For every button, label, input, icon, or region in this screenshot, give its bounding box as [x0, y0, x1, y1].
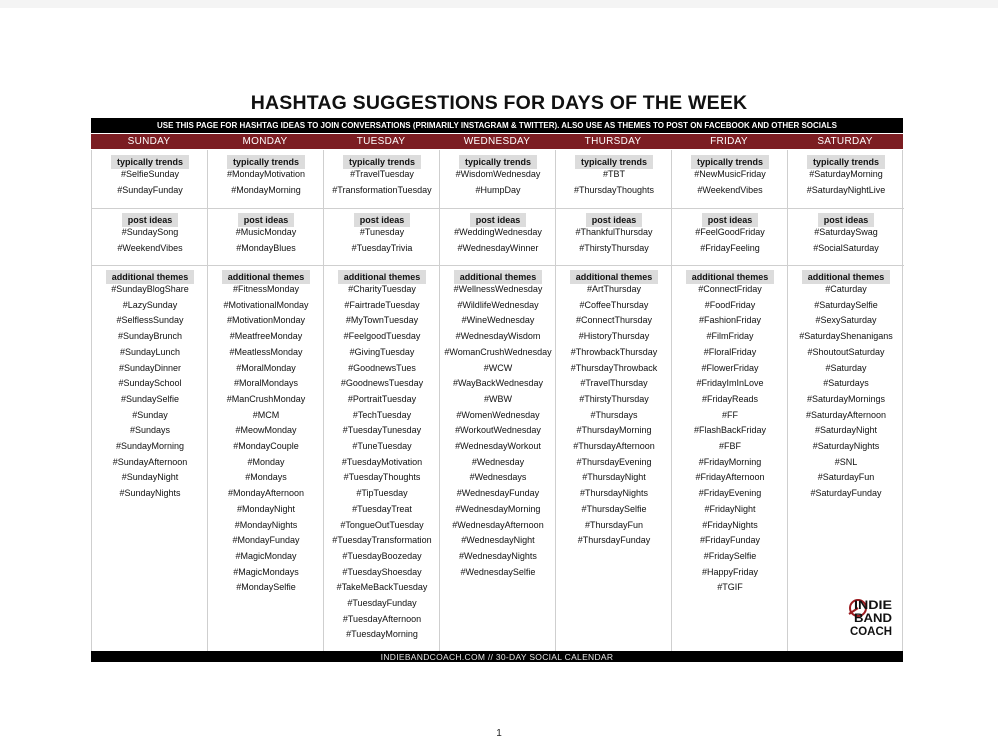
hashtag-item: #MondayNights — [234, 519, 298, 530]
column-divider — [439, 150, 440, 651]
column-tuesday — [324, 150, 440, 651]
hashtag-item: #MotivationMonday — [226, 315, 306, 326]
typically-trends-label: typically trends — [691, 155, 769, 169]
hashtag-item: #FridayImInLove — [696, 378, 764, 389]
hashtag-item: #WednesdayFunday — [456, 488, 540, 499]
hashtag-item: #HappyFriday — [701, 566, 759, 577]
hashtag-item: #FridayEvening — [698, 488, 762, 499]
hashtag-item: #WomanCrushWednesday — [444, 346, 552, 357]
hashtag-item: #WednesdayMorning — [455, 503, 541, 514]
page-title: HASHTAG SUGGESTIONS FOR DAYS OF THE WEEK — [250, 92, 748, 114]
hashtag-item: #TuesdayTreat — [352, 503, 412, 514]
hashtag-item: #Saturdays — [823, 378, 869, 389]
typically-trends-label: typically trends — [807, 155, 885, 169]
hashtag-item: #MoralMonday — [236, 362, 296, 373]
hashtag-item: #SaturdayNight — [814, 425, 878, 436]
hashtag-item: #MondayFunday — [232, 535, 300, 546]
additional-themes-label: additional themes — [570, 270, 659, 284]
post-ideas-label: post ideas — [354, 213, 411, 227]
hashtag-item: #FashionFriday — [698, 315, 762, 326]
hashtag-item: #FloralFriday — [703, 346, 757, 357]
hashtag-item: #SaturdayShenanigans — [799, 331, 893, 342]
hashtag-item: #FoodFriday — [704, 299, 756, 310]
hashtag-item: #FridayFunday — [699, 535, 761, 546]
typically-trends-section — [324, 152, 440, 198]
hashtag-item: #ShoutoutSaturday — [807, 346, 885, 357]
hashtag-item: #WednesdayWinner — [457, 242, 539, 253]
hashtag-item: #TuesdayBoozeday — [342, 550, 422, 561]
logo-word-band: BAND — [854, 613, 892, 625]
hashtag-item: #TuesdayAfternoon — [342, 613, 422, 624]
typically-trends-label: typically trends — [459, 155, 537, 169]
hashtag-item: #Sunday — [132, 409, 168, 420]
hashtag-item: #TuesdayMorning — [346, 629, 418, 640]
hashtag-item: #CharityTuesday — [348, 284, 416, 294]
logo-word-indie: INDIE — [854, 600, 893, 612]
top-edge — [0, 0, 998, 8]
hashtag-item: #WednesdayNight — [461, 535, 535, 546]
hashtag-item: #WayBackWednesday — [452, 378, 544, 389]
hashtag-item: #WellnessWednesday — [453, 284, 543, 294]
day-header-friday: FRIDAY — [710, 136, 748, 147]
hashtag-item: #TipTuesday — [356, 488, 408, 499]
additional-themes-label: additional themes — [222, 270, 311, 284]
hashtag-item: #ThursdayThoughts — [573, 184, 655, 195]
hashtag-item: #FeelGoodFriday — [695, 227, 765, 237]
hashtag-item: #WednesdaySelfie — [460, 566, 536, 577]
hashtag-item: #MagicMondays — [233, 566, 299, 577]
hashtag-item: #LazySunday — [122, 299, 178, 310]
additional-themes-section — [440, 267, 556, 580]
typically-trends-label: typically trends — [575, 155, 653, 169]
hashtag-item: #Wednesdays — [469, 472, 527, 483]
column-divider — [555, 150, 556, 651]
column-divider — [671, 150, 672, 651]
hashtag-item: #WCW — [483, 362, 513, 373]
post-ideas-section — [440, 210, 556, 256]
additional-themes-section — [672, 267, 788, 596]
additional-themes-label: additional themes — [338, 270, 427, 284]
additional-themes-section — [92, 267, 208, 502]
hashtag-item: #MusicMonday — [235, 227, 297, 237]
column-saturday — [788, 150, 904, 651]
logo-word-coach: COACH — [850, 626, 892, 637]
hashtag-item: #ThursdaySelfie — [581, 503, 647, 514]
hashtag-item: #Thursdays — [590, 409, 638, 420]
hashtag-item: #SaturdayNights — [812, 441, 880, 452]
hashtag-item: #Mondays — [245, 472, 287, 483]
hashtag-item: #TuesdayFunday — [347, 598, 417, 609]
day-header-bar — [91, 134, 903, 149]
hashtag-item: #TuesdayTransformation — [332, 535, 432, 546]
post-ideas-section — [324, 210, 440, 256]
hashtag-item: #ThirstyThursday — [579, 393, 649, 404]
footer-banner: INDIEBANDCOACH.COM // 30-DAY SOCIAL CALENDAR — [91, 651, 903, 662]
typically-trends-section — [672, 152, 788, 198]
hashtag-item: #ThursdayAfternoon — [573, 441, 655, 452]
additional-themes-section — [788, 267, 904, 502]
hashtag-item: #SelflessSunday — [116, 315, 184, 326]
hashtag-item: #TongueOutTuesday — [340, 519, 424, 530]
hashtag-item: #SundaySchool — [118, 378, 182, 389]
hashtag-item: #WednesdayAfternoon — [452, 519, 544, 530]
post-ideas-section — [92, 210, 208, 256]
additional-themes-label: additional themes — [106, 270, 195, 284]
hashtag-item: #Monday — [247, 456, 285, 467]
indie-band-coach-logo — [846, 597, 894, 637]
hashtag-item: #WednesdayNights — [459, 550, 537, 561]
hashtag-item: #TuneTuesday — [352, 441, 412, 452]
hashtag-item: #ThursdayEvening — [576, 456, 652, 467]
post-ideas-section — [556, 210, 672, 256]
hashtag-item: #HumpDay — [475, 184, 521, 195]
hashtag-item: #MondayBlues — [236, 242, 296, 253]
hashtag-item: #ConnectFriday — [698, 284, 762, 294]
column-sunday — [92, 150, 208, 651]
post-ideas-label: post ideas — [238, 213, 295, 227]
hashtag-item: #ThursdayNight — [582, 472, 646, 483]
hashtag-item: #TBT — [602, 169, 625, 179]
column-divider — [207, 150, 208, 651]
day-header-sunday: SUNDAY — [127, 136, 171, 147]
post-ideas-label: post ideas — [122, 213, 179, 227]
hashtag-item: #WildlifeWednesday — [457, 299, 539, 310]
hashtag-item: #FlashBackFriday — [693, 425, 767, 436]
post-ideas-section — [208, 210, 324, 256]
hashtag-item: #WorkoutWednesday — [455, 425, 541, 436]
hashtag-item: #ThrowbackThursday — [570, 346, 658, 357]
section-divider — [92, 208, 904, 209]
hashtag-item: #TuesdayTrivia — [351, 242, 413, 253]
hashtag-item: #SundayNight — [121, 472, 179, 483]
hashtag-item: #FilmFriday — [706, 331, 754, 342]
hashtag-item: #FF — [721, 409, 738, 420]
hashtag-item: #MCM — [252, 409, 280, 420]
hashtag-item: #MeowMonday — [235, 425, 297, 436]
hashtag-item: #GoodnewsTuesday — [340, 378, 424, 389]
hashtag-item: #SundayFunday — [117, 184, 183, 195]
hashtag-item: #TakeMeBackTuesday — [336, 582, 428, 593]
column-divider — [787, 150, 788, 651]
hashtag-item: #WomenWednesday — [456, 409, 540, 420]
hashtag-item: #ThursdayFun — [584, 519, 644, 530]
hashtag-item: #FridayFeeling — [700, 242, 760, 253]
column-divider — [323, 150, 324, 651]
hashtag-item: #MoralMondays — [233, 378, 299, 389]
page-number: 1 — [496, 728, 502, 739]
hashtag-item: #GoodnewsTues — [348, 362, 416, 373]
instruction-banner: USE THIS PAGE FOR HASHTAG IDEAS TO JOIN CONVERSATIONS (PRIMARILY INSTAGRAM & TWITTER). ALSO USE AS THEMES TO POST ON FACEBOOK AND OTHER SOCIALS — [91, 118, 903, 133]
hashtag-item: #SNL — [834, 456, 858, 467]
hashtag-item: #TravelTuesday — [350, 169, 414, 179]
hashtag-item: #NewMusicFriday — [694, 169, 766, 179]
hashtag-item: #HistoryThursday — [578, 331, 650, 342]
post-ideas-label: post ideas — [702, 213, 759, 227]
hashtag-item: #WednesdayWorkout — [455, 441, 541, 452]
hashtag-item: #Sundays — [129, 425, 171, 436]
typically-trends-section — [556, 152, 672, 198]
additional-themes-section — [556, 267, 672, 549]
hashtag-item: #SundaySong — [121, 227, 179, 237]
additional-themes-section — [208, 267, 324, 596]
hashtag-item: #SundayNights — [119, 488, 181, 499]
column-friday — [672, 150, 788, 651]
hashtag-item: #MagicMonday — [235, 550, 297, 561]
hashtag-item: #FridayReads — [701, 393, 759, 404]
hashtag-item: #SundayDinner — [118, 362, 182, 373]
additional-themes-label: additional themes — [454, 270, 543, 284]
typically-trends-section — [788, 152, 904, 198]
hashtag-item: #SaturdayFunday — [810, 488, 882, 499]
hashtag-item: #WineWednesday — [461, 315, 535, 326]
hashtag-item: #FlowerFriday — [701, 362, 759, 373]
hashtag-item: #TuesdayShoesday — [342, 566, 422, 577]
typically-trends-section — [440, 152, 556, 198]
hashtag-item: #SundayBlogShare — [111, 284, 189, 294]
hashtag-item: #TuesdayThoughts — [343, 472, 421, 483]
hashtag-item: #TuesdayTunesday — [342, 425, 422, 436]
post-ideas-section — [672, 210, 788, 256]
column-wednesday — [440, 150, 556, 651]
hashtag-item: #SundayBrunch — [117, 331, 183, 342]
hashtag-item: #SaturdayFun — [817, 472, 875, 483]
hashtag-item: #ConnectThursday — [575, 315, 653, 326]
hashtag-item: #Caturday — [825, 284, 867, 294]
hashtag-item: #ThursdayNights — [579, 488, 649, 499]
hashtag-item: #TransformationTuesday — [332, 184, 432, 195]
hashtag-item: #ArtThursday — [586, 284, 642, 294]
hashtag-item: #PortraitTuesday — [347, 393, 417, 404]
hashtag-item: #Tunesday — [359, 227, 405, 237]
hashtag-item: #WeddingWednesday — [454, 227, 542, 237]
day-header-tuesday: TUESDAY — [356, 136, 406, 147]
day-header-monday: MONDAY — [242, 136, 288, 147]
hashtag-grid — [91, 150, 903, 651]
hashtag-item: #Saturday — [825, 362, 867, 373]
hashtag-item: #SundayLunch — [119, 346, 181, 357]
hashtag-item: #FitnessMonday — [232, 284, 300, 294]
typically-trends-section — [92, 152, 208, 198]
hashtag-item: #SocialSaturday — [813, 242, 879, 253]
hashtag-item: #TGIF — [717, 582, 743, 593]
column-monday — [208, 150, 324, 651]
day-header-wednesday: WEDNESDAY — [463, 136, 531, 147]
hashtag-item: #FridayAfternoon — [695, 472, 765, 483]
typically-trends-label: typically trends — [343, 155, 421, 169]
hashtag-item: #FridaySelfie — [703, 550, 757, 561]
column-thursday — [556, 150, 672, 651]
hashtag-item: #SelfieSunday — [120, 169, 180, 179]
post-ideas-section — [788, 210, 904, 256]
post-ideas-label: post ideas — [818, 213, 875, 227]
additional-themes-label: additional themes — [686, 270, 775, 284]
day-header-thursday: THURSDAY — [584, 136, 642, 147]
hashtag-item: #WeekendVibes — [697, 184, 763, 195]
hashtag-item: #FridayMorning — [698, 456, 762, 467]
hashtag-item: #ThirstyThursday — [579, 242, 649, 253]
additional-themes-section — [324, 267, 440, 643]
hashtag-item: #SundayMorning — [115, 441, 185, 452]
hashtag-item: #GivingTuesday — [349, 346, 415, 357]
hashtag-item: #MotivationalMonday — [223, 299, 309, 310]
hashtag-item: #ThursdayMorning — [576, 425, 652, 436]
hashtag-item: #FridayNights — [702, 519, 758, 530]
hashtag-item: #MondaySelfie — [236, 582, 296, 593]
hashtag-item: #SundayAfternoon — [112, 456, 188, 467]
hashtag-item: #SaturdayAfternoon — [805, 409, 887, 420]
post-ideas-label: post ideas — [586, 213, 643, 227]
hashtag-item: #ThursdayFunday — [577, 535, 651, 546]
hashtag-item: #SaturdayMornings — [806, 393, 886, 404]
additional-themes-label: additional themes — [802, 270, 891, 284]
hashtag-item: #SaturdaySelfie — [814, 299, 878, 310]
hashtag-item: #MondayMorning — [231, 184, 301, 195]
hashtag-item: #ManCrushMonday — [226, 393, 306, 404]
hashtag-item: #MeatlessMonday — [229, 346, 303, 357]
hashtag-item: #SaturdaySwag — [814, 227, 878, 237]
hashtag-item: #TuesdayMotivation — [341, 456, 423, 467]
hashtag-item: #SundaySelfie — [120, 393, 180, 404]
hashtag-item: #MondayMotivation — [226, 169, 306, 179]
hashtag-item: #FeelgoodTuesday — [343, 331, 421, 342]
hashtag-item: #MondayAfternoon — [227, 488, 305, 499]
hashtag-item: #MondayNight — [236, 503, 296, 514]
hashtag-item: #WednesdayWisdom — [455, 331, 541, 342]
day-header-saturday: SATURDAY — [817, 136, 873, 147]
typically-trends-section — [208, 152, 324, 198]
typically-trends-label: typically trends — [227, 155, 305, 169]
post-ideas-label: post ideas — [470, 213, 527, 227]
hashtag-item: #SaturdayNightLive — [806, 184, 886, 195]
hashtag-item: #MyTownTuesday — [345, 315, 419, 326]
hashtag-item: #WBW — [484, 393, 512, 404]
hashtag-item: #TravelThursday — [580, 378, 648, 389]
hashtag-item: #MeatfreeMonday — [229, 331, 303, 342]
hashtag-item: #SaturdayMorning — [809, 169, 883, 179]
hashtag-item: #CoffeeThursday — [579, 299, 649, 310]
hashtag-item: #WisdomWednesday — [455, 169, 541, 179]
hashtag-item: #FairtradeTuesday — [344, 299, 420, 310]
hashtag-item: #FridayNight — [704, 503, 756, 514]
hashtag-item: #SexySaturday — [815, 315, 877, 326]
hashtag-item: #WeekendVibes — [117, 242, 183, 253]
hashtag-item: #ThursdayThrowback — [570, 362, 658, 373]
typically-trends-label: typically trends — [111, 155, 189, 169]
hashtag-item: #ThankfulThursday — [575, 227, 653, 237]
hashtag-item: #TechTuesday — [352, 409, 412, 420]
section-divider — [92, 265, 904, 266]
hashtag-item: #MondayCouple — [233, 441, 299, 452]
hashtag-item: #FBF — [718, 441, 741, 452]
hashtag-item: #Wednesday — [471, 456, 525, 467]
